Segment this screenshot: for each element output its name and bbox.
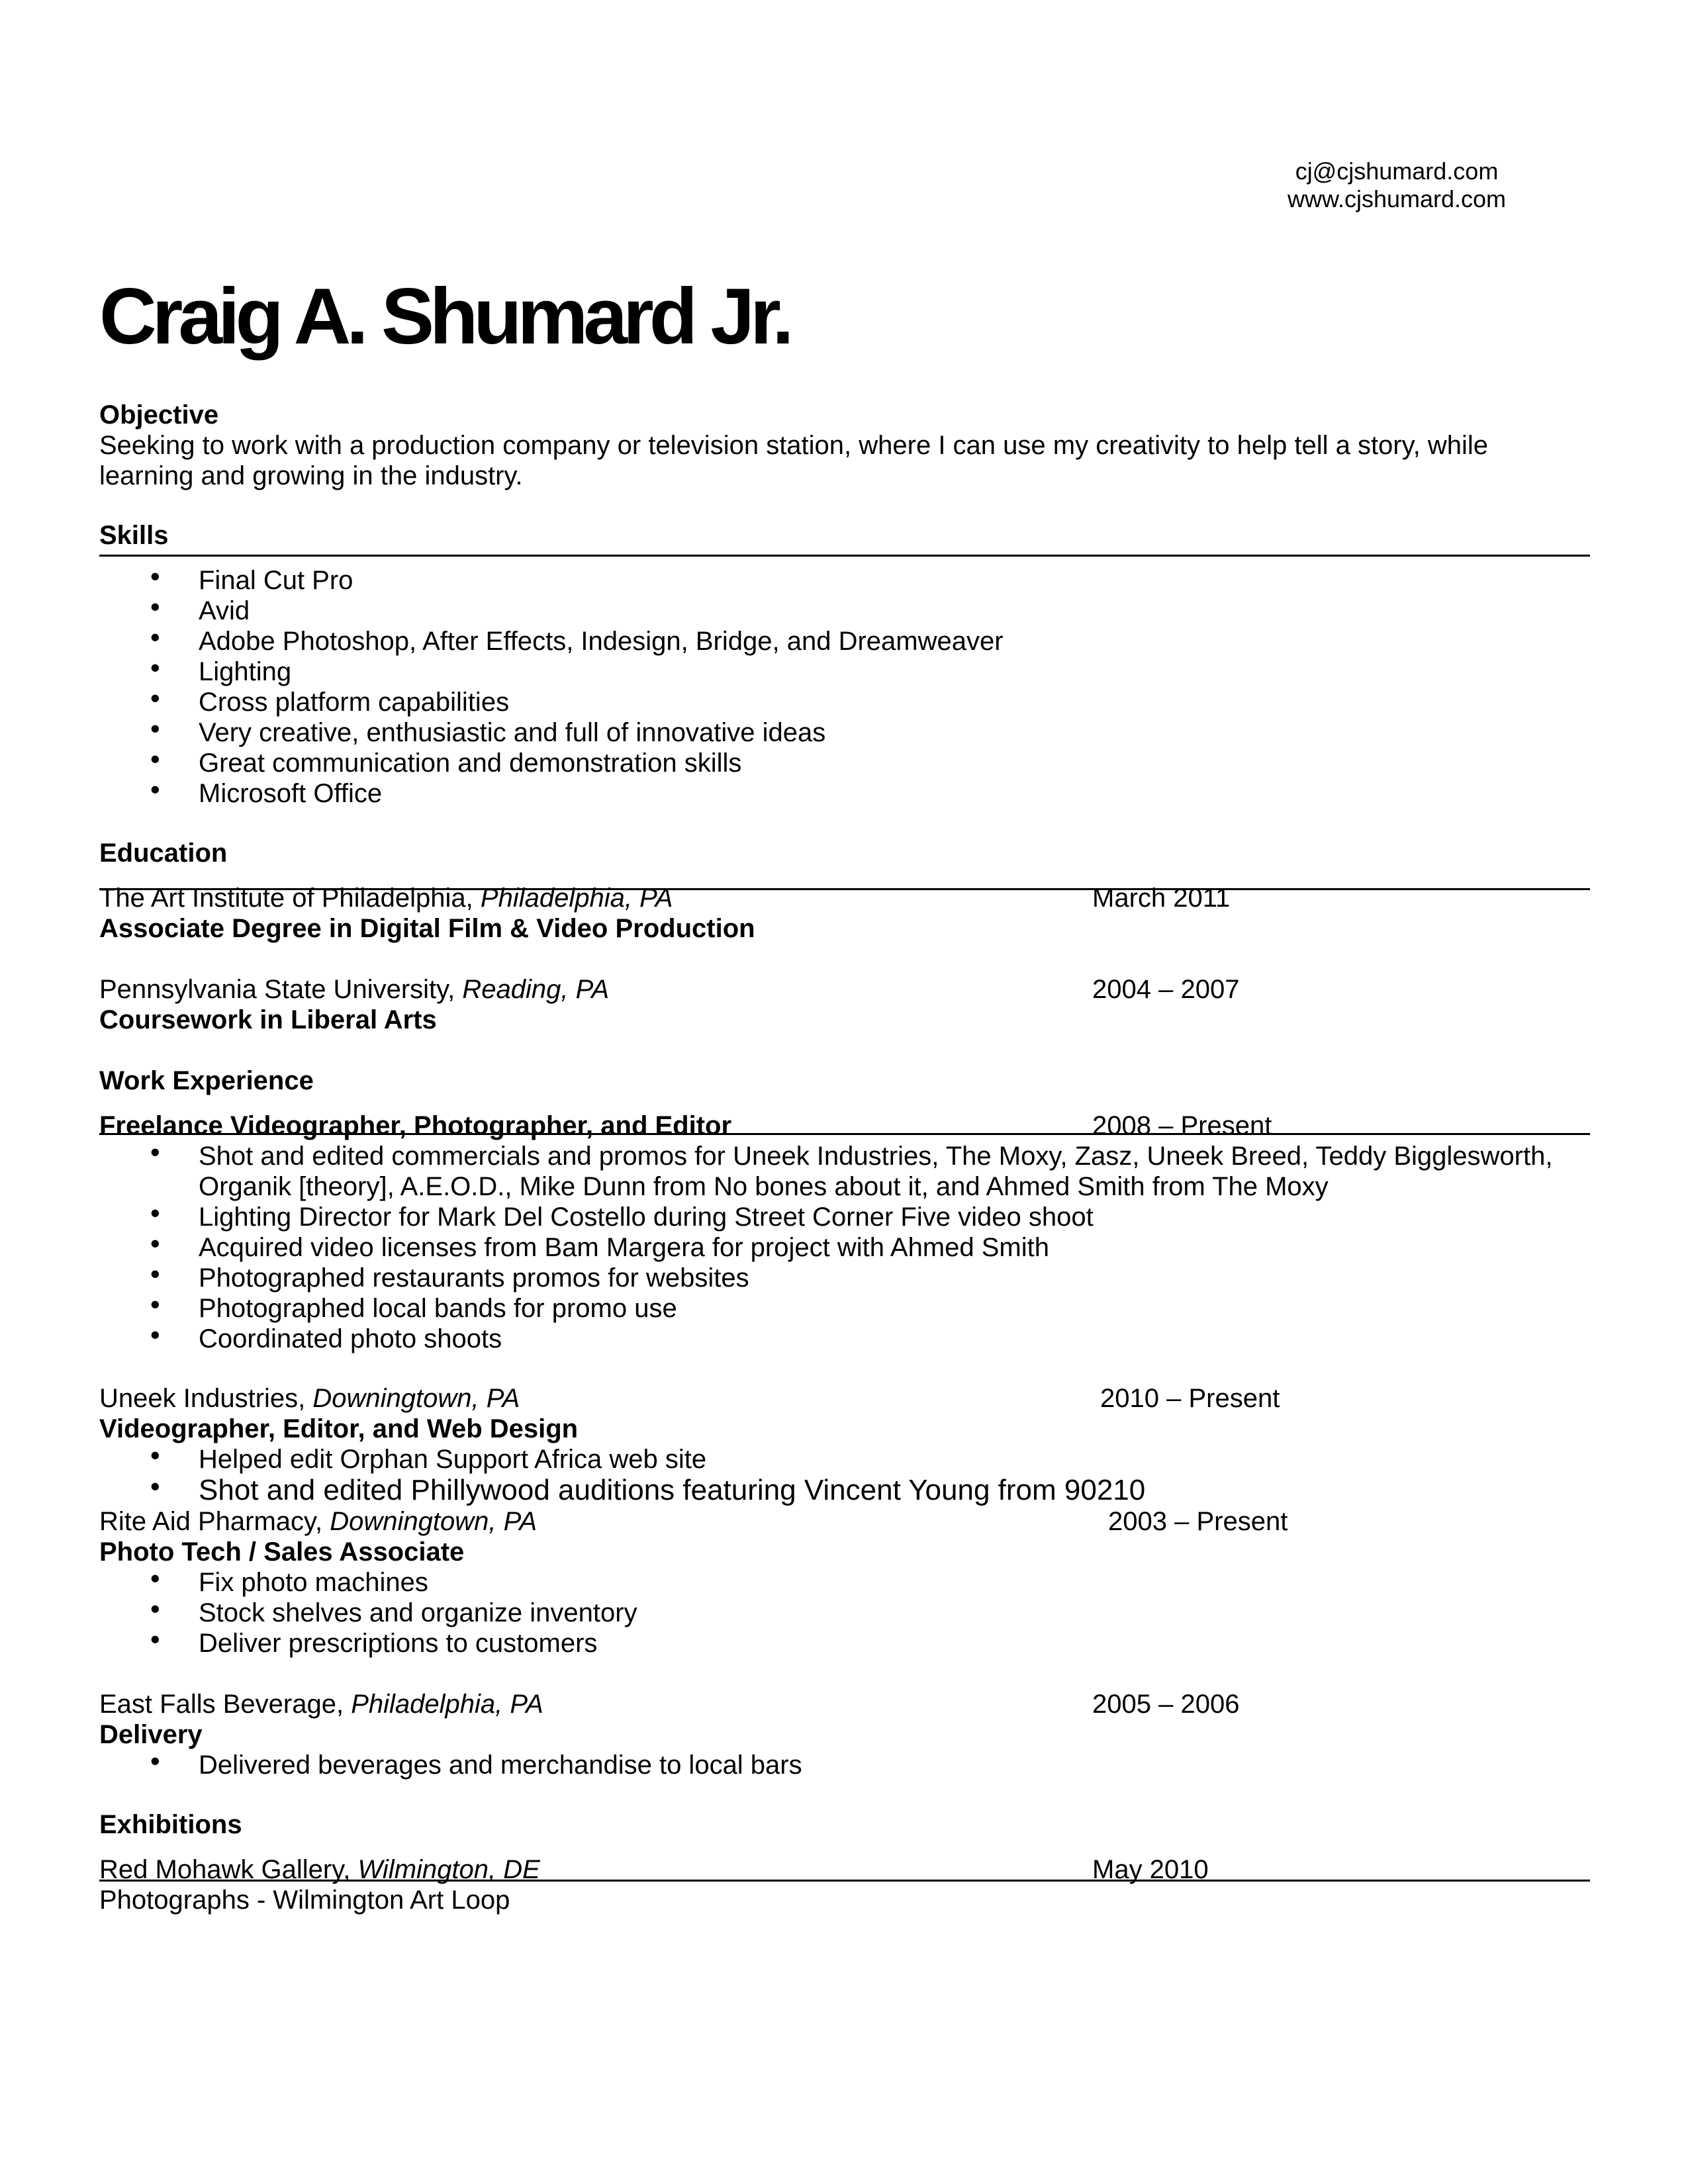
uneek-bullets: [0, 1444, 1556, 1506]
skills-list: [0, 565, 1556, 809]
education-degree-1: Associate Degree in Digital Film & Video Production: [99, 914, 755, 943]
skills-heading: Skills: [99, 521, 169, 550]
school-name: Pennsylvania State University,: [99, 975, 463, 1004]
venue-location: Wilmington, DE: [357, 1855, 540, 1884]
objective-heading: Objective: [99, 400, 219, 430]
list-item: • Shot and edited commercials and promos for Uneek Industries, The Moxy, Zasz, Uneek Breed, Teddy Bigglesworth, Organik [theory], A.E.O.D., Mike Dunn from No bones about it, and Ahmed Smith from The Moxy: [0, 1141, 1556, 1202]
list-item: • Photographed local bands for promo use: [0, 1293, 1556, 1324]
school-name: The Art Institute of Philadelphia,: [99, 884, 481, 913]
list-item: • Great communication and demonstration skills: [0, 748, 1556, 778]
school-location: Philadelphia, PA: [480, 884, 673, 913]
list-item: • Stock shelves and organize inventory: [0, 1598, 1556, 1628]
work-heading: Work Experience: [99, 1066, 314, 1095]
company-location: Philadelphia, PA: [351, 1690, 543, 1719]
contact-email: cj@cjshumard.com: [1295, 158, 1499, 185]
list-item: • Photographed restaurants promos for websites: [0, 1263, 1556, 1293]
list-item: • Cross platform capabilities: [0, 687, 1556, 717]
list-item: • Lighting: [0, 657, 1556, 687]
uneek-company: [99, 1383, 520, 1414]
education-date-2: 2004 – 2007: [1092, 975, 1240, 1004]
list-item: • Avid: [0, 596, 1556, 626]
list-item: • Acquired video licenses from Bam Margera for project with Ahmed Smith: [0, 1232, 1556, 1263]
list-item: • Coordinated photo shoots: [0, 1324, 1556, 1354]
list-item: • Helped edit Orphan Support Africa web site: [0, 1444, 1556, 1475]
list-item: • Fix photo machines: [0, 1567, 1556, 1598]
objective-text: Seeking to work with a production company or television station, where I can use my creativity to help tell a story, while learning and growing in the industry.: [99, 431, 1489, 490]
exhibitions-heading: Exhibitions: [99, 1810, 242, 1839]
education-date-1: March 2011: [1092, 884, 1231, 913]
list-item: • Lighting Director for Mark Del Costello during Street Corner Five video shoot: [0, 1202, 1556, 1232]
education-school-1: [99, 883, 673, 913]
list-item: • Deliver prescriptions to customers: [0, 1628, 1556, 1659]
uneek-title: Videographer, Editor, and Web Design: [99, 1414, 579, 1443]
list-item: • Shot and edited Phillywood auditions featuring Vincent Young from 90210: [0, 1475, 1556, 1506]
company-name: Uneek Industries,: [99, 1384, 313, 1413]
freelance-bullets: [0, 1141, 1556, 1354]
list-item: • Microsoft Office: [0, 778, 1556, 809]
eastfalls-bullets: [0, 1750, 1556, 1780]
freelance-date: 2008 – Present: [1092, 1111, 1272, 1140]
exhibitions-venue: [99, 1854, 540, 1885]
riteaid-company: [99, 1506, 537, 1537]
exhibitions-description: Photographs - Wilmington Art Loop: [99, 1886, 510, 1915]
exhibitions-date: May 2010: [1092, 1855, 1209, 1884]
freelance-title: Freelance Videographer, Photographer, and Editor: [99, 1111, 732, 1140]
company-location: Downingtown, PA: [312, 1384, 520, 1413]
contact-website: www.cjshumard.com: [1287, 185, 1507, 212]
company-location: Downingtown, PA: [330, 1507, 538, 1536]
list-item: • Delivered beverages and merchandise to local bars: [0, 1750, 1556, 1780]
uneek-date: 2010 – Present: [1100, 1384, 1280, 1413]
riteaid-date: 2003 – Present: [1108, 1507, 1288, 1536]
venue-name: Red Mohawk Gallery,: [99, 1855, 358, 1884]
company-name: Rite Aid Pharmacy,: [99, 1507, 330, 1536]
education-degree-2: Coursework in Liberal Arts: [99, 1005, 437, 1034]
school-location: Reading, PA: [462, 975, 610, 1004]
list-item: • Very creative, enthusiastic and full of innovative ideas: [0, 717, 1556, 748]
company-name: East Falls Beverage,: [99, 1690, 352, 1719]
page-title: Craig A. Shumard Jr.: [99, 272, 790, 361]
eastfalls-title: Delivery: [99, 1720, 203, 1749]
list-item: • Final Cut Pro: [0, 565, 1556, 596]
skills-rule: [99, 555, 1590, 557]
eastfalls-company: [99, 1689, 543, 1719]
education-heading: Education: [99, 839, 228, 868]
eastfalls-date: 2005 – 2006: [1092, 1690, 1240, 1719]
education-school-2: [99, 974, 609, 1005]
list-item: • Adobe Photoshop, After Effects, Indesign, Bridge, and Dreamweaver: [0, 626, 1556, 657]
riteaid-bullets: [0, 1567, 1556, 1659]
riteaid-title: Photo Tech / Sales Associate: [99, 1537, 465, 1567]
